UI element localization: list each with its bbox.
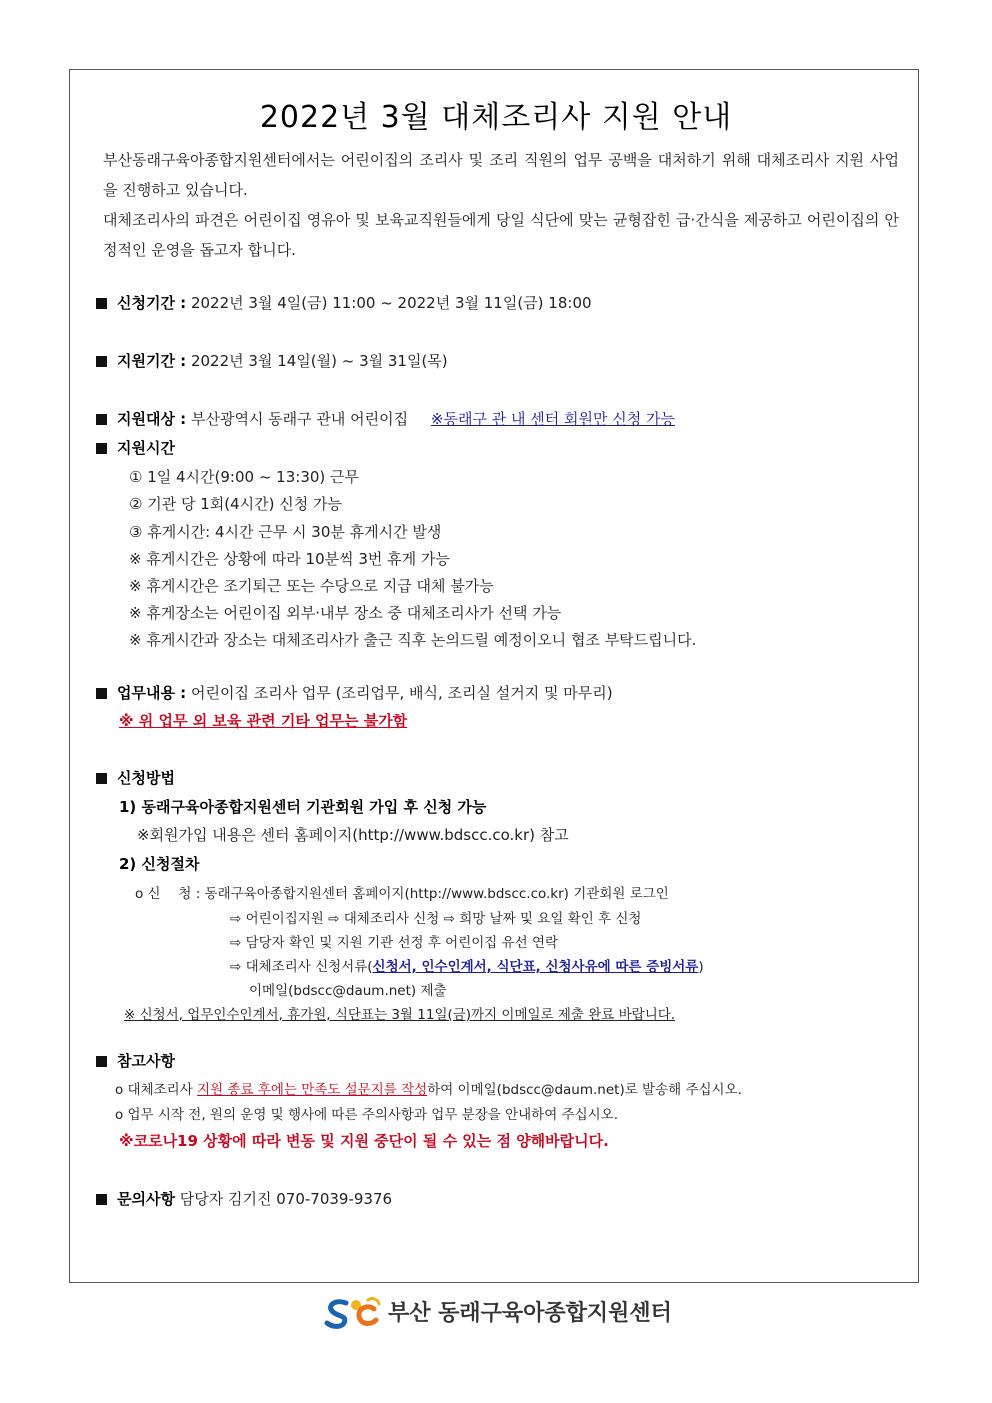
support-target: [96, 408, 675, 429]
intro-paragraph-1: 부산동래구육아종합지원센터에서는 어린이집의 조리사 및 조리 직원의 업무 공백을 대처하기 위해 대체조리사 지원 사업을 진행하고 있습니다.: [103, 151, 899, 199]
square-bullet-icon: [96, 356, 107, 367]
support-target-label: 지원대상 :: [117, 410, 187, 428]
submission-deadline: ※ 신청서, 업무인수인계서, 휴가원, 식단표는 3월 11일(금)까지 이메일로 제출 완료 바랍니다.: [124, 1007, 676, 1023]
square-bullet-icon: [96, 1056, 107, 1067]
contact: [96, 1188, 392, 1209]
apply-period-value: 2022년 3월 4일(금) 11:00 ~ 2022년 3월 11일(금) 18:00: [190, 294, 592, 312]
intro-paragraph-2: 대체조리사의 파견은 어린이집 영유아 및 보육교직원들에게 당일 식단에 맞는 균형잡힌 급·간식을 제공하고 어린이집의 안정적인 운영을 돕고자 합니다.: [103, 211, 899, 259]
support-period-value: 2022년 3월 14일(월) ~ 3월 31일(목): [190, 352, 448, 370]
hours-item: ※ 휴게시간은 상황에 따라 10분씩 3번 휴게 가능: [129, 550, 450, 568]
hours-item: ※ 휴게시간과 장소는 대체조리사가 출근 직후 논의드릴 예정이오니 협조 부탁드립니다.: [129, 631, 697, 649]
procedure-line: [135, 882, 669, 902]
duties-label: 업무내용 :: [117, 684, 187, 702]
procedure-arrow-2: ⇨ 담당자 확인 및 지원 기관 선정 후 어린이집 유선 연락: [230, 935, 559, 951]
hours-item: ② 기관 당 1회(4시간) 신청 가능: [129, 495, 342, 513]
duties-value: 어린이집 조리사 업무 (조리업무, 배식, 조리실 설거지 및 마무리): [190, 684, 613, 702]
square-bullet-icon: [96, 773, 107, 784]
covid-notice: ※코로나19 상황에 따라 변동 및 지원 중단이 될 수 있는 점 양해바랍니다.: [119, 1132, 609, 1150]
support-target-value: 부산광역시 동래구 관내 어린이집: [190, 410, 409, 428]
support-period-label: 지원기간 :: [117, 352, 187, 370]
square-bullet-icon: [96, 414, 107, 425]
procedure-arrow-1: ⇨ 어린이집지원 ⇨ 대체조리사 신청 ⇨ 희망 날짜 및 요일 확인 후 신청: [230, 911, 642, 927]
square-bullet-icon: [96, 688, 107, 699]
notes-label: 참고사항: [117, 1052, 175, 1070]
procedure-arrow-3: [230, 955, 704, 975]
support-hours-heading: [96, 437, 175, 458]
member-only-note: ※동래구 관 내 센터 회원만 신청 가능: [430, 410, 675, 428]
email-submit-line: 이메일(bdscc@daum.net) 제출: [249, 983, 447, 999]
footer-org-name: 부산 동래구육아종합지원센터: [388, 1301, 672, 1326]
square-bullet-icon: [96, 298, 107, 309]
procedure-arrow-3-prefix: ⇨ 대체조리사 신청서류(: [230, 959, 373, 975]
bdscc-logo-icon: [324, 1296, 386, 1330]
square-bullet-icon: [96, 1194, 107, 1205]
required-documents: 신청서, 인수인계서, 식단표, 신청사유에 따른 증빙서류: [372, 959, 699, 975]
page-title: 2022년 3월 대체조리사 지원 안내: [259, 100, 733, 135]
note-2: o 업무 시작 전, 원의 운영 및 행사에 따른 주의사항과 업무 분장을 안내하여 주십시오.: [115, 1107, 618, 1123]
duties-warning: ※ 위 업무 외 보육 관련 기타 업무는 불가함: [119, 712, 408, 730]
hours-item: ① 1일 4시간(9:00 ~ 13:30) 근무: [129, 468, 360, 486]
procedure-value: 동래구육아종합지원센터 홈페이지(http://www.bdscc.co.kr) 기관회원 로그인: [204, 886, 669, 902]
contact-label: 문의사항: [117, 1190, 175, 1208]
apply-period-label: 신청기간 :: [117, 294, 187, 312]
procedure-arrow-3-suffix: ): [698, 959, 704, 975]
support-hours-label: 지원시간: [117, 439, 175, 457]
note-1-suffix: 하여 이메일(bdscc@daum.net)로 발송해 주십시오.: [427, 1082, 742, 1098]
hours-item: ※ 휴게장소는 어린이집 외부·내부 장소 중 대체조리사가 선택 가능: [129, 604, 562, 622]
duties: [96, 682, 613, 703]
hours-item: ※ 휴게시간은 조기퇴근 또는 수당으로 지급 대체 불가능: [129, 577, 494, 595]
apply-period: [96, 292, 592, 313]
notes-heading: [96, 1050, 175, 1071]
square-bullet-icon: [96, 443, 107, 454]
method-step-2: 2) 신청절차: [119, 855, 200, 873]
method-heading: [96, 767, 175, 788]
note-1: [115, 1078, 742, 1098]
note-1-prefix: o 대체조리사: [115, 1082, 198, 1098]
contact-value: 담당자 김기진 070-7039-9376: [179, 1190, 393, 1208]
support-period: [96, 350, 448, 371]
method-step-1: 1) 동래구육아종합지원센터 기관회원 가입 후 신청 가능: [119, 798, 487, 816]
survey-instruction: 지원 종료 후에는 만족도 설문지를 작성: [197, 1082, 428, 1098]
method-step-1-note: ※회원가입 내용은 센터 홈페이지(http://www.bdscc.co.kr) 참고: [137, 826, 569, 844]
procedure-label: o 신 청 :: [135, 886, 201, 902]
hours-item: ③ 휴게시간: 4시간 근무 시 30분 휴게시간 발생: [129, 523, 442, 541]
method-label: 신청방법: [117, 769, 175, 787]
